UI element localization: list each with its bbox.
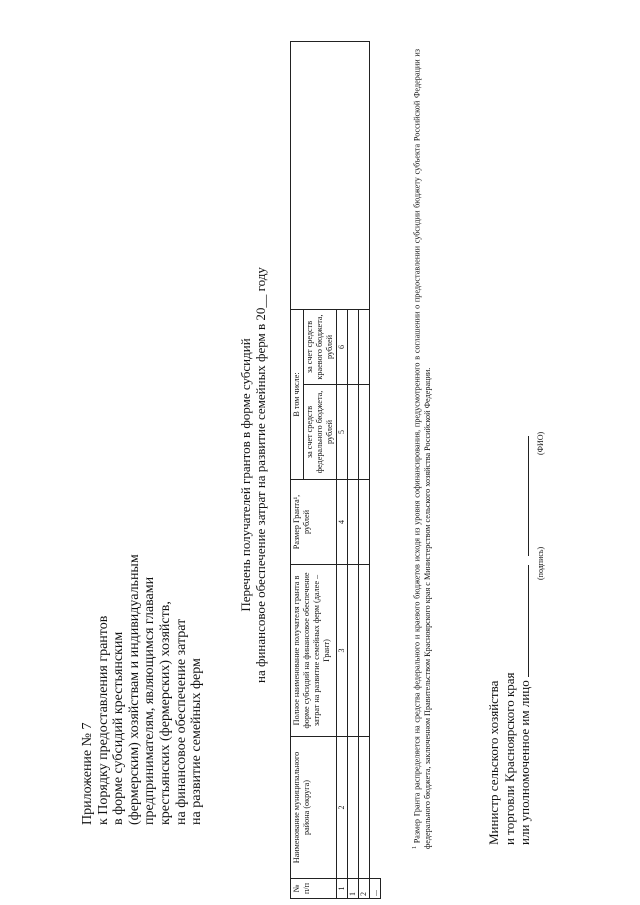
table-cell	[370, 42, 381, 879]
header-including: В том числе:	[291, 310, 304, 480]
header-recipient: Полное наименование получателя гранта в форме субсидий на финансовое обеспечение затрат на развитие семейных ферм (далее – Грант)	[291, 565, 337, 737]
row-number: 2	[359, 879, 370, 899]
appendix-line: (фермерским) хозяйствам и индивидуальным	[126, 554, 142, 825]
name-field[interactable]	[528, 436, 529, 556]
title-line-2: на финансовое обеспечение затрат на развитие семейных ферм в 20__ году	[253, 267, 268, 683]
footnote-text: Размер Гранта распределяется на средства федерального и краевого бюджетов исходя из уровня софинансирования, предусмотренного в соглашении о предоставлении субсидии бюджету субъекта Российской Федерации из федерального бюджета, заключенном Правительством Красноярского края с Министерством сельского хозяйства Российской Федерации.	[412, 49, 432, 849]
table-cell	[348, 310, 359, 385]
appendix-line: на финансовое обеспечение затрат	[173, 618, 189, 825]
table-cell	[348, 385, 359, 480]
header-federal: за счет средств федерального бюджета, рублей	[304, 385, 337, 480]
table-cell	[359, 480, 370, 565]
footnote-mark: 1	[412, 846, 418, 849]
appendix-header	[80, 405, 205, 825]
header-district: Наименование муниципального района (округа)	[291, 737, 337, 879]
header-regional: за счет средств краевого бюджета, рублей	[304, 310, 337, 385]
column-number: 1	[337, 879, 348, 899]
appendix-line: на развитие семейных ферм	[189, 658, 205, 825]
table-cell	[359, 737, 370, 879]
recipients-table	[290, 41, 381, 899]
table-cell	[348, 565, 359, 737]
column-number: 2	[337, 737, 348, 879]
signature-line-3-row	[517, 436, 533, 845]
signature-caption: (подпись)	[535, 546, 545, 580]
appendix-line: крестьянских (фермерских) хозяйств,	[157, 601, 173, 825]
appendix-line: в форме субсидий крестьянским	[111, 631, 127, 825]
table-cell	[359, 565, 370, 737]
header-no: № п/п	[291, 879, 337, 899]
signature-block	[486, 431, 545, 845]
table-cell	[348, 737, 359, 879]
table-cell	[359, 385, 370, 480]
signature-captions	[533, 431, 545, 845]
document-title	[238, 165, 268, 785]
appendix-line: Приложение № 7	[80, 722, 95, 825]
column-number: 3	[337, 565, 348, 737]
row-number: ...	[370, 879, 381, 899]
signature-field[interactable]	[528, 565, 529, 677]
table-cell	[359, 310, 370, 385]
signature-line-3: или уполномоченное им лицо	[517, 680, 532, 845]
header-grant-size: Размер Гранта¹, рублей	[291, 480, 337, 565]
table-blank-area	[291, 42, 370, 310]
column-number: 5	[337, 385, 348, 480]
name-caption: (ФИО)	[535, 431, 545, 455]
appendix-line: предпринимателям, являющимся главами	[142, 576, 158, 825]
appendix-line: к Порядку предоставления грантов	[95, 615, 111, 825]
table-cell	[348, 480, 359, 565]
signature-line-2: и торговли Красноярского края	[501, 672, 517, 845]
row-number: 1	[348, 879, 359, 899]
column-number: 4	[337, 480, 348, 565]
column-number: 6	[337, 310, 348, 385]
signature-line-1: Министр сельского хозяйства	[486, 680, 501, 845]
title-line-1: Перечень получателей грантов в форме субсидий	[238, 338, 253, 612]
footnote	[410, 49, 433, 849]
